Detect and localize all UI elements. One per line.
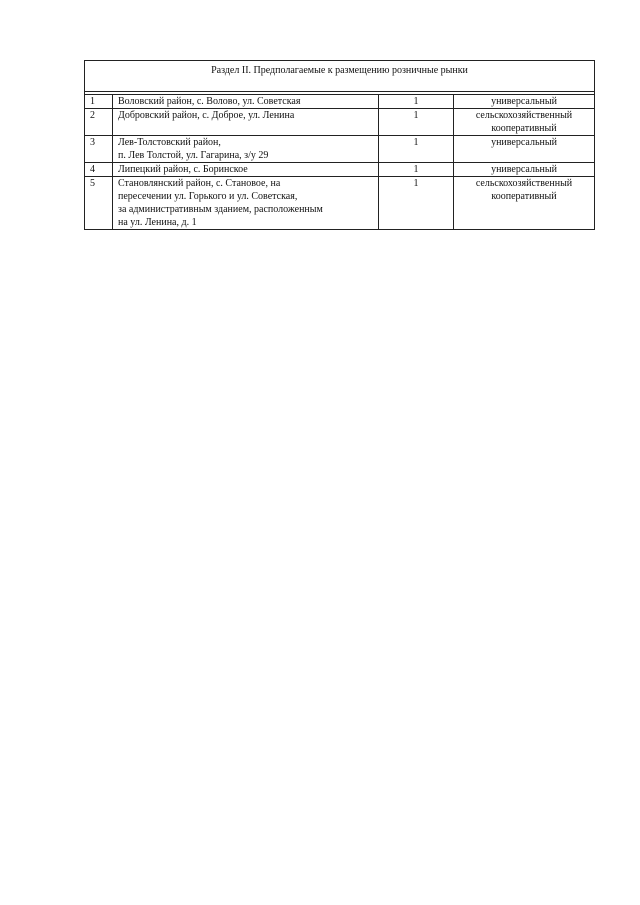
market-type-line: сельскохозяйственный [475, 178, 573, 189]
address-line: Становлянский район, с. Становое, на [118, 178, 281, 189]
market-type-cell [454, 177, 595, 230]
table-row [85, 95, 595, 109]
address-line: Лев-Толстовский район, [118, 137, 221, 148]
address-line: Добровский район, с. Доброе, ул. Ленина [118, 110, 295, 121]
market-type-line: универсальный [491, 137, 557, 148]
quantity-cell: 1 [379, 136, 454, 163]
market-type-line: универсальный [491, 96, 557, 107]
section-header-row [85, 61, 595, 92]
row-number: 1 [85, 95, 113, 109]
address-cell [113, 95, 379, 109]
table-row [85, 163, 595, 177]
address-cell [113, 163, 379, 177]
address-line: на ул. Ленина, д. 1 [118, 217, 197, 228]
address-cell [113, 136, 379, 163]
quantity-cell: 1 [379, 177, 454, 230]
row-number: 4 [85, 163, 113, 177]
market-type-line: сельскохозяйственный [475, 110, 573, 121]
row-number: 3 [85, 136, 113, 163]
row-number: 5 [85, 177, 113, 230]
market-type-line: универсальный [491, 164, 557, 175]
address-line: п. Лев Толстой, ул. Гагарина, з/у 29 [118, 150, 269, 161]
market-type-cell [454, 136, 595, 163]
address-line: за административным зданием, расположенным [118, 204, 323, 215]
address-line: Воловский район, с. Волово, ул. Советская [118, 96, 301, 107]
market-type-line: кооперативный [491, 191, 557, 202]
market-type-line: кооперативный [491, 123, 557, 134]
quantity-cell: 1 [379, 109, 454, 136]
address-cell [113, 109, 379, 136]
address-cell [113, 177, 379, 230]
quantity-cell: 1 [379, 163, 454, 177]
address-line: пересечении ул. Горького и ул. Советская, [118, 191, 298, 202]
quantity-cell: 1 [379, 95, 454, 109]
markets-table [84, 60, 595, 230]
market-type-cell [454, 109, 595, 136]
row-number: 2 [85, 109, 113, 136]
address-line: Липецкий район, с. Боринское [118, 164, 248, 175]
table-row [85, 109, 595, 136]
market-type-cell [454, 95, 595, 109]
market-type-cell [454, 163, 595, 177]
section-title: Раздел II. Предполагаемые к размещению розничные рынки [85, 61, 595, 92]
table-row [85, 177, 595, 230]
table-row [85, 136, 595, 163]
